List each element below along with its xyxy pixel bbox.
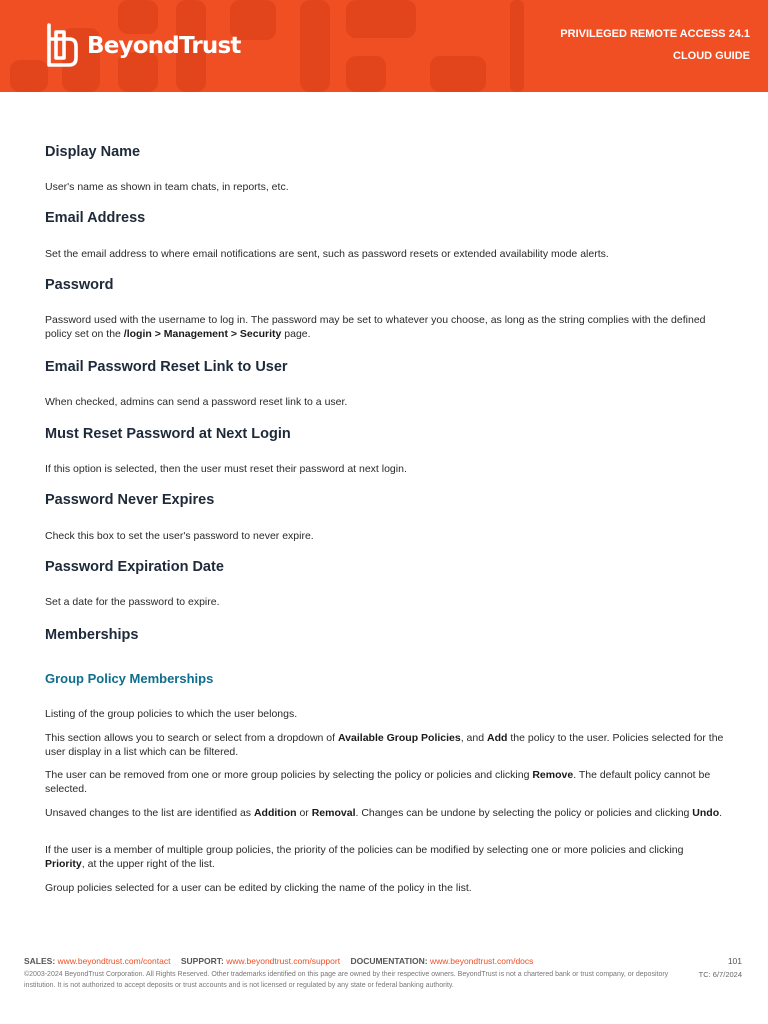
- sales-link[interactable]: www.beyondtrust.com/contact: [57, 956, 171, 966]
- add-term: Add: [487, 732, 508, 744]
- heading-expiration-date: Password Expiration Date: [45, 559, 224, 575]
- text-run: . Changes can be undone by selecting the policy or policies and clicking: [355, 807, 693, 819]
- addition-term: Addition: [253, 807, 297, 819]
- text-run: This section allows you to search or select from a dropdown of: [45, 732, 338, 744]
- available-group-policies-term: Available Group Policies: [337, 732, 461, 744]
- beyondtrust-logo: [44, 22, 241, 70]
- security-path: /login > Management > Security: [123, 328, 282, 340]
- brand-name: BeyondTrust: [87, 32, 241, 59]
- text-run: .: [719, 807, 723, 819]
- group-policy-p2: [45, 731, 725, 759]
- text-run: The user can be removed from one or more group policies by selecting the policy or policies and clicking: [45, 769, 533, 781]
- remove-term: Remove: [532, 769, 574, 781]
- heading-email-reset-link: Email Password Reset Link to User: [45, 359, 288, 375]
- page-header: [0, 0, 768, 92]
- password-text-part: Password used with the username to log in. The password may be set to whatever you choose, as long as the string complies with the defined policy set on the: [45, 314, 706, 340]
- password-text: [45, 313, 725, 341]
- text-run: or: [296, 807, 312, 819]
- heading-memberships: Memberships: [45, 627, 139, 643]
- text-run: Unsaved changes to the list are identified as: [45, 807, 254, 819]
- documentation-link[interactable]: www.beyondtrust.com/docs: [429, 956, 534, 966]
- email-address-text: Set the email address to where email notifications are sent, such as password resets or extended availability mode alerts.: [45, 248, 609, 260]
- text-run: , and: [460, 732, 487, 744]
- page-number: 101: [727, 956, 742, 966]
- heading-group-policy-memberships: Group Policy Memberships: [45, 671, 214, 686]
- beyondtrust-logo-icon: [44, 22, 80, 70]
- text-run: . The default policy cannot be selected.: [45, 769, 711, 795]
- text-run: If the user is a member of multiple group policies, the priority of the policies can be modified by selecting one or more policies and clicking: [45, 844, 684, 856]
- group-policy-p3: [45, 768, 725, 796]
- footer-links: [24, 956, 541, 966]
- heading-must-reset: Must Reset Password at Next Login: [45, 426, 291, 442]
- text-run: , at the upper right of the list.: [81, 858, 215, 870]
- heading-password: Password: [45, 277, 114, 293]
- expiration-date-text: Set a date for the password to expire.: [45, 596, 220, 608]
- sales-label: SALES:: [24, 956, 56, 966]
- legal-notice: ©2003-2024 BeyondTrust Corporation. All Rights Reserved. Other trademarks identified on this page are owned by their respective owners. BeyondTrust is not a chartered bank or trust company, or depository institution. It is not authorized to accept deposits or trust accounts and is not licensed or regulated by any state or federal banking authority.: [24, 971, 669, 989]
- support-link[interactable]: www.beyondtrust.com/support: [226, 956, 341, 966]
- priority-term: Priority: [45, 858, 82, 870]
- must-reset-text: If this option is selected, then the user must reset their password at next login.: [45, 463, 407, 475]
- documentation-label: DOCUMENTATION:: [350, 956, 428, 966]
- display-name-text: User's name as shown in team chats, in reports, etc.: [45, 181, 289, 193]
- product-title: PRIVILEGED REMOTE ACCESS 24.1: [560, 28, 750, 40]
- never-expires-text: Check this box to set the user's password to never expire.: [45, 530, 314, 542]
- heading-email-address: Email Address: [45, 210, 146, 226]
- group-policy-p6: Group policies selected for a user can be edited by clicking the name of the policy in the list.: [45, 882, 472, 894]
- password-text-end: page.: [281, 328, 311, 340]
- heading-display-name: Display Name: [45, 144, 141, 160]
- group-policy-p4: [45, 806, 725, 820]
- undo-term: Undo: [692, 807, 720, 819]
- group-policy-p5: [45, 843, 725, 871]
- tc-date: TC: 6/7/2024: [698, 970, 742, 979]
- support-label: SUPPORT:: [180, 956, 224, 966]
- guide-title: CLOUD GUIDE: [673, 50, 750, 62]
- email-reset-text: When checked, admins can send a password reset link to a user.: [45, 396, 348, 408]
- group-policy-p1: Listing of the group policies to which the user belongs.: [45, 708, 298, 720]
- removal-term: Removal: [311, 807, 356, 819]
- text-run: the policy to the user. Policies selected for the user display in a list which can be filtered.: [45, 732, 724, 758]
- heading-never-expires: Password Never Expires: [45, 492, 215, 508]
